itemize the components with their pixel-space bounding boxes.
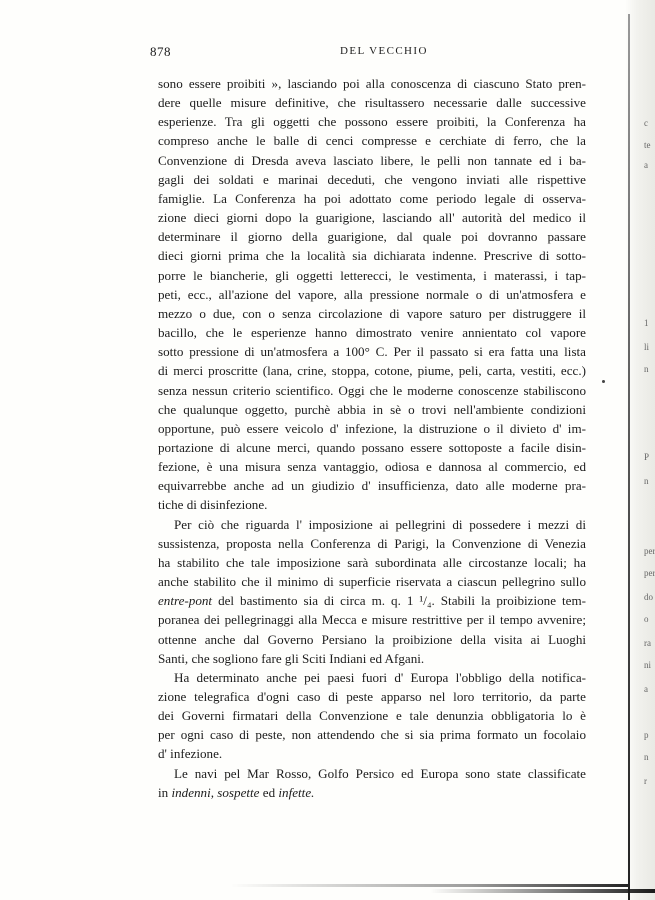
- text-line: dere quelle misure definitive, che risultassero necessarie dalle successive: [158, 95, 586, 111]
- text-line: che qualunque oggetto, purchè abbia in sè o trovi nell'ambiente condizioni: [158, 401, 586, 417]
- text-line: dei Governi firmatari della Convenzione e tale denunzia obbligatoria lo è: [158, 708, 586, 724]
- text-line: senza nessun criterio scientifico. Oggi che le moderne conoscenze stabiliscono: [158, 382, 586, 398]
- text-line: gagli dei soldati e marinai deceduti, che vengono inviati alle rispettive: [158, 171, 586, 187]
- paragraph-3: [158, 668, 586, 764]
- text-line: dieci giorni prima che la località sia dichiarata indenne. Prescrive di sotto-: [158, 248, 586, 264]
- text-line: di merci proscritte (lana, crine, stoppa, cotone, piume, peli, carta, vestiti, ecc.): [158, 363, 586, 379]
- text-line: per ogni caso di peste, non attendendo che si sia prima formato un focolaio: [158, 727, 586, 743]
- adjacent-page-fragment: P: [644, 452, 650, 462]
- text-line: tiche di disinfezione.: [158, 497, 268, 513]
- adjacent-page-fragment: r: [644, 776, 647, 786]
- text-line: sotto pressione di un'atmosfera a 100° C. Per il passato si era fatta una lista: [158, 344, 586, 360]
- text-line: peti, ecc., all'azione del vapore, alla pressione normale o di un'atmosfera e: [158, 286, 586, 302]
- adjacent-page-fragment: c: [644, 118, 648, 128]
- adjacent-page-fragment: o: [644, 614, 649, 624]
- adjacent-page-fragment: do: [644, 592, 653, 602]
- text-line: famiglie. La Conferenza ha poi adottato come periodo legale di osserva-: [158, 190, 586, 206]
- text-line: fezione, è una misura senza vantaggio, odiosa e dannosa al commercio, ed: [158, 459, 586, 475]
- text-line: bacillo, che le esperienze hanno dimostrato venire annientato col vapore: [158, 325, 586, 341]
- text-line: compreso anche le balle di cenci compresse e cerchiate di ferro, che la: [158, 133, 586, 149]
- italic-term: indenni, sospette: [171, 784, 260, 800]
- adjacent-page-fragment: te: [644, 140, 651, 150]
- paragraph-2: [158, 515, 586, 668]
- paragraph-4: [158, 764, 586, 802]
- text-line: equivarrebbe anche ad un giudizio d' insufficienza, dato alle moderne pra-: [158, 478, 586, 494]
- text-line-mixed: [158, 783, 586, 802]
- text-line: portazione di alcune merci, quando possano essere sottoposte a facile disin-: [158, 439, 586, 455]
- adjacent-page-fragment: ra: [644, 638, 651, 648]
- text-line: anche stabilito che il minimo di superficie riservata a ciascun pellegrino sullo: [158, 574, 586, 590]
- adjacent-page-fragment: n: [644, 364, 649, 374]
- text-fragment: ed: [262, 784, 276, 800]
- text-line: mezzo o due, con o senza circolazione di vapore saturo per distruggere il: [158, 305, 586, 321]
- running-head: DEL VECCHIO: [340, 45, 428, 57]
- adjacent-page-fragment: per: [644, 546, 655, 556]
- page-edge-shadow: [628, 14, 630, 900]
- text-line-rest: del bastimento sia di circa m. q. 1 ¹/₄. Stabili la proibizione tem-: [218, 593, 586, 609]
- adjacent-page-fragment: p: [644, 730, 649, 740]
- page-number: 878: [150, 44, 171, 59]
- print-speck: [602, 380, 605, 383]
- scan-edge-shadow: [230, 884, 630, 887]
- text-line: Santi, che sogliono fare gli Sciti Indiani ed Afgani.: [158, 650, 425, 666]
- adjacent-page-fragment: a: [644, 684, 648, 694]
- paragraph-1: [158, 74, 586, 515]
- adjacent-page-fragment: per: [644, 568, 655, 578]
- italic-term: entre-pont: [158, 593, 213, 609]
- text-line: sussistenza, proposta nella Conferenza di Parigi, la Convenzione di Venezia: [158, 535, 586, 551]
- text-line: poranea dei pellegrinaggi alla Mecca e misure restrittive per il tempo avvenire;: [158, 612, 586, 628]
- text-line: Le navi pel Mar Rosso, Golfo Persico ed Europa sono state classificate: [174, 765, 586, 781]
- adjacent-page-fragment: ni: [644, 660, 652, 670]
- adjacent-page-fragment: 1: [644, 318, 649, 328]
- page-header: [150, 44, 590, 64]
- body-text: [158, 74, 586, 802]
- text-line: esperienze. Tra gli oggetti che possono essere proibiti, la Conferenza ha: [158, 114, 586, 130]
- text-line: Per ciò che riguarda l' imposizione ai pellegrini di possedere i mezzi di: [174, 516, 586, 532]
- scan-corner-shadow: [430, 889, 655, 893]
- text-fragment: in: [158, 784, 169, 800]
- adjacent-page-fragment: li: [644, 342, 650, 352]
- adjacent-page-fragment: n: [644, 752, 649, 762]
- italic-term: infette.: [278, 784, 315, 800]
- text-line: d' infezione.: [158, 746, 223, 762]
- text-line: ha stabilito che tale imposizione sarà subordinata alle circostanze locali; ha: [158, 554, 586, 570]
- text-line: sono essere proibiti », lasciando poi alla conoscenza di ciascuno Stato pren-: [158, 76, 586, 91]
- text-line: Ha determinato anche pei paesi fuori d' Europa l'obbligo della notifica-: [174, 669, 586, 685]
- text-line-mixed: [158, 591, 586, 610]
- text-line: porre le biancherie, gli oggetti letterecci, le vestimenta, i materassi, i tap-: [158, 267, 586, 283]
- adjacent-page-fragment: a: [644, 160, 648, 170]
- text-line: Convenzione di Dresda aveva lasciato libere, le pelli non tannate ed i ba-: [158, 152, 586, 168]
- text-line: opportune, può essere veicolo d' infezione, la distruzione o il divieto d' im-: [158, 420, 586, 436]
- text-line: ottenne anche dal Governo Persiano la proibizione della visita ai Luoghi: [158, 631, 586, 647]
- text-line: zione telegrafica d'ogni caso di peste apparso nel loro territorio, da parte: [158, 689, 586, 704]
- adjacent-page-fragment: n: [644, 476, 649, 486]
- text-line: determinare il giorno della guarigione, dal quale poi dovranno passare: [158, 229, 586, 245]
- text-line: zione dieci giorni dopo la guarigione, lasciando all' autorità del medico il: [158, 210, 586, 226]
